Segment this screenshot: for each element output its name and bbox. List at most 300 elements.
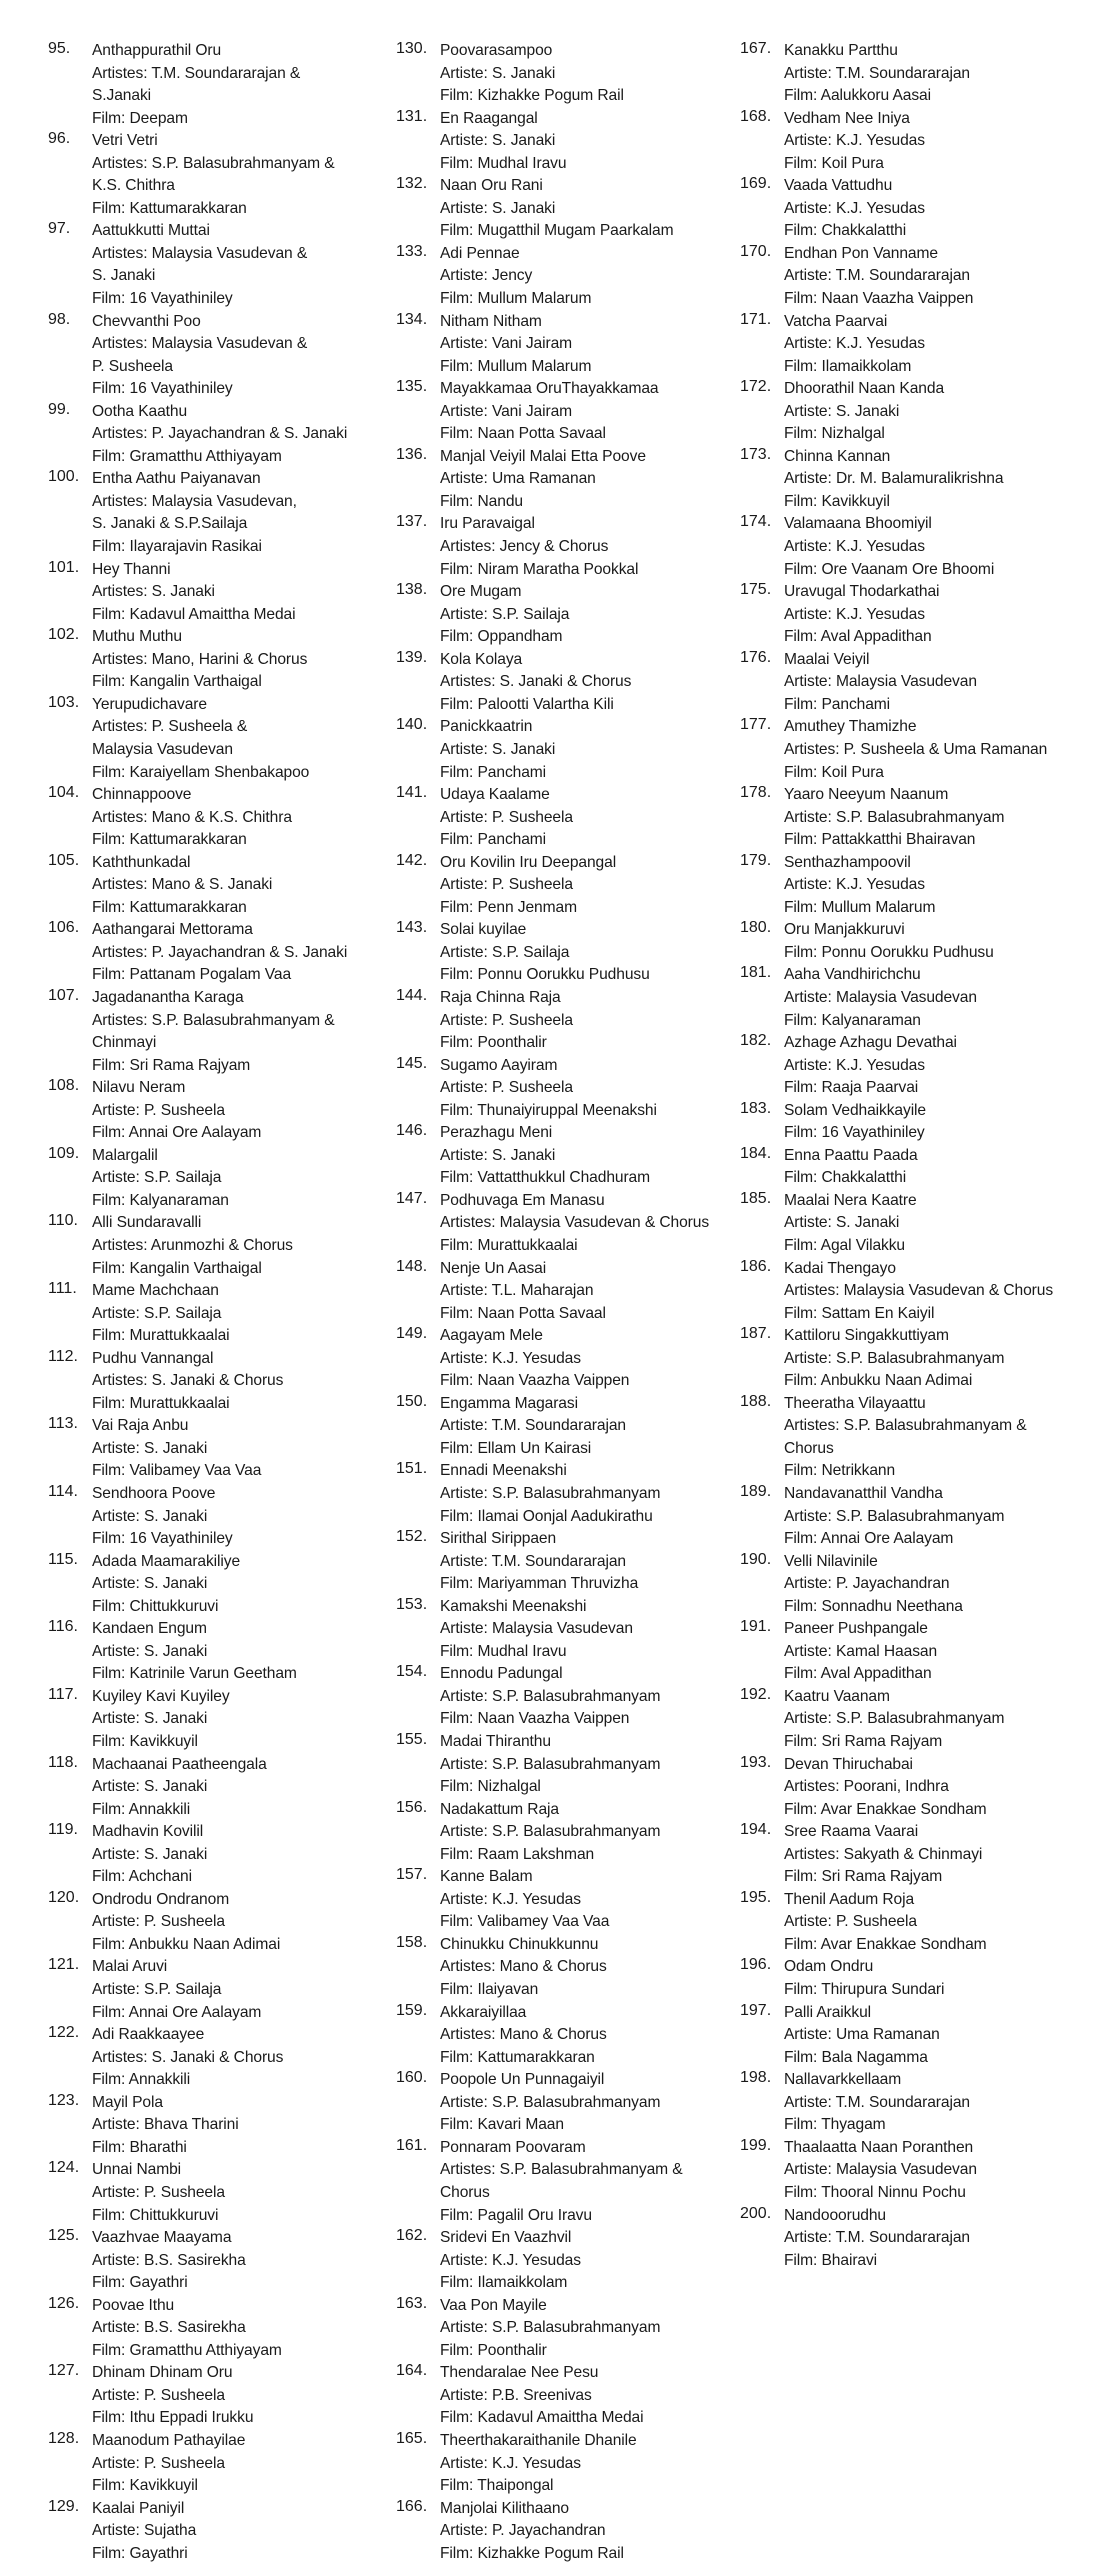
song-title: Yerupudichavare xyxy=(92,695,207,713)
song-entry xyxy=(740,446,1080,514)
song-film: Film: Raam Lakshman xyxy=(440,1845,595,1863)
song-title: Akkaraiyillaa xyxy=(440,2003,527,2021)
song-number: 105. xyxy=(48,851,80,869)
song-artists: Artiste: Malaysia Vasudevan xyxy=(440,1620,633,1638)
song-artists: Artistes: P. Susheela & Uma Ramanan xyxy=(784,740,1048,758)
song-entry xyxy=(396,1934,736,2002)
song-entry xyxy=(740,513,1080,581)
song-artists: Artiste: P.B. Sreenivas xyxy=(440,2386,592,2404)
song-film: Film: Gramatthu Atthiyayam xyxy=(92,447,282,465)
song-number: 125. xyxy=(48,2227,80,2245)
song-entry xyxy=(740,964,1080,1032)
song-title: Muthu Muthu xyxy=(92,628,182,646)
song-title: Kattiloru Singakkuttiyam xyxy=(784,1327,949,1345)
song-title: Poopole Un Punnagaiyil xyxy=(440,2071,605,2089)
song-artists: Artiste: K.J. Yesudas xyxy=(784,335,925,353)
song-entry xyxy=(740,1325,1080,1393)
song-film: Film: Gayathri xyxy=(92,2544,188,2562)
song-entry xyxy=(740,1145,1080,1190)
song-entry xyxy=(740,243,1080,311)
song-number: 111. xyxy=(48,1280,77,1298)
song-film: Film: Ilamaikkolam xyxy=(440,2274,568,2292)
song-number: 175. xyxy=(740,581,772,599)
song-entry xyxy=(396,2295,736,2363)
song-title: Ennodu Padungal xyxy=(440,1665,563,1683)
song-number: 191. xyxy=(740,1618,772,1636)
song-title: Aattukkutti Muttai xyxy=(92,222,210,240)
song-artists-continued: Chorus xyxy=(440,2183,490,2201)
song-number: 173. xyxy=(740,445,772,463)
song-artists: Artiste: S.P. Sailaja xyxy=(440,605,570,623)
song-film: Film: Kavari Maan xyxy=(440,2116,564,2134)
song-title: Oru Manjakkuruvi xyxy=(784,921,905,939)
song-artists: Artistes: S.P. Balasubrahmanyam & xyxy=(92,1011,335,1029)
song-entry xyxy=(48,1077,388,1145)
song-title: Naan Oru Rani xyxy=(440,177,543,195)
song-entry xyxy=(396,446,736,514)
song-title: Ore Mugam xyxy=(440,583,522,601)
song-artists: Artiste: Jency xyxy=(440,267,533,285)
song-number: 136. xyxy=(396,445,428,463)
song-entry xyxy=(740,852,1080,920)
song-film: Film: Sri Rama Rajyam xyxy=(784,1868,943,1886)
song-artists: Artiste: Malaysia Vasudevan xyxy=(784,673,977,691)
song-entry xyxy=(396,40,736,108)
song-entry xyxy=(740,1258,1080,1326)
song-number: 140. xyxy=(396,716,428,734)
song-number: 131. xyxy=(396,107,428,125)
song-title: Anthappurathil Oru xyxy=(92,42,222,59)
song-title: Nandooorudhu xyxy=(784,2206,886,2224)
song-entry xyxy=(740,1889,1080,1957)
song-title: Vedham Nee Iniya xyxy=(784,109,910,127)
song-title: Valamaana Bhoomiyil xyxy=(784,515,932,533)
song-number: 147. xyxy=(396,1189,428,1207)
song-entry xyxy=(396,2227,736,2295)
song-title: Solam Vedhaikkayile xyxy=(784,1101,926,1119)
song-number: 151. xyxy=(396,1460,428,1478)
song-artists-continued: Malaysia Vasudevan xyxy=(92,740,233,758)
song-film: Film: Palootti Valartha Kili xyxy=(440,695,614,713)
song-entry xyxy=(740,378,1080,446)
song-title: Palli Araikkul xyxy=(784,2003,871,2021)
song-title: Kadai Thengayo xyxy=(784,1259,896,1277)
song-film: Film: Mullum Malarum xyxy=(784,898,936,916)
song-number: 117. xyxy=(48,1685,78,1703)
song-title: Kuyiley Kavi Kuyiley xyxy=(92,1687,230,1705)
song-film: Film: Koil Pura xyxy=(784,154,884,172)
song-entry xyxy=(396,1122,736,1190)
song-film: Film: Bhairavi xyxy=(784,2251,878,2269)
song-number: 135. xyxy=(396,378,428,396)
song-number: 172. xyxy=(740,378,772,396)
song-entry xyxy=(396,311,736,379)
song-entry xyxy=(740,1956,1080,2001)
song-artists: Artiste: S.P. Balasubrahmanyam xyxy=(784,808,1005,826)
song-title: Nitham Nitham xyxy=(440,312,542,330)
song-entry xyxy=(740,175,1080,243)
song-entry xyxy=(396,1393,736,1461)
song-film: Film: Thooral Ninnu Pochu xyxy=(784,2183,966,2201)
song-artists: Artiste: S. Janaki xyxy=(92,1845,208,1863)
song-artists: Artiste: Bhava Tharini xyxy=(92,2116,239,2134)
song-artists: Artistes: S. Janaki & Chorus xyxy=(440,673,632,691)
song-artists: Artistes: S. Janaki xyxy=(92,583,215,601)
song-artists: Artiste: P. Susheela xyxy=(92,2183,225,2201)
song-artists: Artiste: K.J. Yesudas xyxy=(784,605,925,623)
song-title: Nenje Un Aasai xyxy=(440,1259,547,1277)
song-artists: Artiste: Vani Jairam xyxy=(440,402,573,420)
song-entry xyxy=(740,1393,1080,1483)
song-entry xyxy=(48,1348,388,1416)
song-film: Film: Niram Maratha Pookkal xyxy=(440,560,639,578)
song-film: Film: Thyagam xyxy=(784,2116,886,2134)
song-number: 159. xyxy=(396,2001,428,2019)
song-entry xyxy=(48,987,388,1077)
song-number: 160. xyxy=(396,2069,428,2087)
song-number: 169. xyxy=(740,175,772,193)
song-title: Thaalaatta Naan Poranthen xyxy=(784,2138,974,2156)
song-number: 120. xyxy=(48,1888,80,1906)
song-artists: Artistes: Malaysia Vasudevan & xyxy=(92,335,308,353)
song-entry xyxy=(740,2002,1080,2070)
song-title: Ootha Kaathu xyxy=(92,402,188,420)
song-title: Mayil Pola xyxy=(92,2093,163,2111)
song-title: Adi Raakkaayee xyxy=(92,2026,205,2044)
song-title: Uravugal Thodarkathai xyxy=(784,583,940,601)
song-entry xyxy=(396,1596,736,1664)
song-artists: Artistes: Mano & Chorus xyxy=(440,2026,607,2044)
song-number: 143. xyxy=(396,919,428,937)
song-number: 185. xyxy=(740,1189,772,1207)
song-title: Madhavin Kovilil xyxy=(92,1823,204,1841)
song-artists: Artiste: K.J. Yesudas xyxy=(440,2454,581,2472)
song-column-1 xyxy=(48,40,388,2565)
song-number: 162. xyxy=(396,2227,428,2245)
song-title: Kanakku Partthu xyxy=(784,42,898,59)
song-number: 124. xyxy=(48,2159,80,2177)
song-number: 149. xyxy=(396,1325,428,1343)
song-film: Film: Deepam xyxy=(92,109,188,127)
song-entry xyxy=(396,581,736,649)
song-number: 165. xyxy=(396,2429,428,2447)
song-entry xyxy=(740,1686,1080,1754)
song-number: 123. xyxy=(48,2091,80,2109)
song-film: Film: Pagalil Oru Iravu xyxy=(440,2206,592,2224)
song-entry xyxy=(396,378,736,446)
song-artists: Artiste: P. Susheela xyxy=(440,876,573,894)
song-artists: Artistes: S.P. Balasubrahmanyam & xyxy=(440,2161,683,2179)
song-artists: Artiste: P. Susheela xyxy=(92,1101,225,1119)
song-film: Film: Avar Enakkae Sondham xyxy=(784,1800,987,1818)
song-number: 101. xyxy=(48,558,80,576)
song-artists: Artistes: Mano, Harini & Chorus xyxy=(92,650,308,668)
song-film: Film: Murattukkaalai xyxy=(440,1236,578,1254)
song-title: Aathangarai Mettorama xyxy=(92,921,253,939)
song-entry xyxy=(740,1100,1080,1145)
song-number: 121. xyxy=(48,1956,80,1974)
song-title: Maalai Nera Kaatre xyxy=(784,1191,917,1209)
song-title: Sirithal Sirippaen xyxy=(440,1530,557,1548)
song-artists: Artiste: K.J. Yesudas xyxy=(784,132,925,150)
song-number: 132. xyxy=(396,175,428,193)
song-artists: Artiste: T.M. Soundararajan xyxy=(784,2093,970,2111)
song-entry xyxy=(396,1190,736,1258)
song-entry xyxy=(48,1280,388,1348)
song-film: Film: Kangalin Varthaigal xyxy=(92,1259,262,1277)
song-number: 180. xyxy=(740,919,772,937)
song-number: 104. xyxy=(48,784,80,802)
song-film: Film: Chittukkuruvi xyxy=(92,1597,219,1615)
song-film: Film: 16 Vayathiniley xyxy=(92,290,233,308)
song-entry xyxy=(48,626,388,694)
song-entry xyxy=(396,919,736,987)
song-artists: Artiste: S. Janaki xyxy=(440,199,556,217)
song-title: Podhuvaga Em Manasu xyxy=(440,1191,605,1209)
song-artists: Artiste: P. Jayachandran xyxy=(784,1575,950,1593)
song-number: 108. xyxy=(48,1077,80,1095)
song-title: Nallavarkkellaam xyxy=(784,2071,902,2089)
song-title: Kandaen Engum xyxy=(92,1620,207,1638)
song-artists-continued: S.Janaki xyxy=(92,87,152,105)
song-artists: Artistes: P. Jayachandran & S. Janaki xyxy=(92,943,348,961)
song-title: Devan Thiruchabai xyxy=(784,1755,913,1773)
song-artists: Artiste: S.P. Balasubrahmanyam xyxy=(784,1710,1005,1728)
song-film: Film: Bharathi xyxy=(92,2138,187,2156)
song-artists: Artistes: S.P. Balasubrahmanyam & xyxy=(92,154,335,172)
song-number: 190. xyxy=(740,1550,772,1568)
song-number: 141. xyxy=(396,784,428,802)
song-title: Engamma Magarasi xyxy=(440,1394,578,1412)
song-entry xyxy=(396,1663,736,1731)
song-film: Film: Netrikkann xyxy=(784,1462,896,1480)
song-number: 139. xyxy=(396,648,428,666)
song-title: Thenil Aadum Roja xyxy=(784,1890,915,1908)
song-number: 170. xyxy=(740,242,772,260)
song-title: Chinukku Chinukkunnu xyxy=(440,1935,599,1953)
song-film: Film: Ore Vaanam Ore Bhoomi xyxy=(784,560,995,578)
song-entry xyxy=(48,2295,388,2363)
song-artists: Artiste: Sujatha xyxy=(92,2522,197,2540)
song-title: Chevvanthi Poo xyxy=(92,312,201,330)
song-title: Madai Thiranthu xyxy=(440,1733,551,1751)
song-entry xyxy=(48,2362,388,2430)
song-title: Paneer Pushpangale xyxy=(784,1620,928,1638)
song-film: Film: Kizhakke Pogum Rail xyxy=(440,87,624,105)
song-number: 142. xyxy=(396,851,428,869)
song-number: 164. xyxy=(396,2362,428,2380)
song-film: Film: Sri Rama Rajyam xyxy=(784,1733,943,1751)
song-entry xyxy=(396,1866,736,1934)
song-film: Film: Sri Rama Rajyam xyxy=(92,1056,251,1074)
song-entry xyxy=(740,784,1080,852)
song-number: 195. xyxy=(740,1888,772,1906)
song-number: 168. xyxy=(740,107,772,125)
song-artists: Artiste: T.M. Soundararajan xyxy=(440,1552,626,1570)
song-number: 152. xyxy=(396,1528,428,1546)
song-film: Film: Kangalin Varthaigal xyxy=(92,673,262,691)
song-title: Manjal Veiyil Malai Etta Poove xyxy=(440,447,646,465)
song-film: Film: Pattakkatthi Bhairavan xyxy=(784,831,976,849)
song-film: Film: Mudhal Iravu xyxy=(440,1642,567,1660)
song-number: 127. xyxy=(48,2362,80,2380)
song-number: 194. xyxy=(740,1821,772,1839)
song-film: Film: Anbukku Naan Adimai xyxy=(784,1372,973,1390)
song-entry xyxy=(48,694,388,784)
song-film: Film: Karaiyellam Shenbakapoo xyxy=(92,763,310,781)
song-entry xyxy=(48,1212,388,1280)
song-film: Film: Naan Vaazha Vaippen xyxy=(440,1710,630,1728)
song-title: Kamakshi Meenakshi xyxy=(440,1597,587,1615)
song-number: 99. xyxy=(48,400,71,418)
song-title: Manjolai Kilithaano xyxy=(440,2499,569,2517)
song-artists: Artiste: S. Janaki xyxy=(92,1778,208,1796)
song-artists: Artiste: K.J. Yesudas xyxy=(440,1890,581,1908)
song-number: 153. xyxy=(396,1595,428,1613)
song-film: Film: Koil Pura xyxy=(784,763,884,781)
song-film: Film: Nizhalgal xyxy=(440,1778,541,1796)
song-film: Film: Agal Vilakku xyxy=(784,1236,905,1254)
song-number: 114. xyxy=(48,1483,78,1500)
song-entry xyxy=(740,2137,1080,2205)
song-film: Film: Ponnu Oorukku Pudhusu xyxy=(784,943,994,961)
song-artists: Artiste: Dr. M. Balamuralikrishna xyxy=(784,470,1004,488)
song-title: Udaya Kaalame xyxy=(440,786,550,804)
song-film: Film: Kalyanaraman xyxy=(92,1191,229,1209)
song-artists: Artiste: K.J. Yesudas xyxy=(784,1056,925,1074)
song-artists: Artiste: Malaysia Vasudevan xyxy=(784,988,977,1006)
song-entry xyxy=(48,852,388,920)
song-number: 134. xyxy=(396,310,428,328)
song-artists: Artiste: S.P. Balasubrahmanyam xyxy=(440,2093,661,2111)
song-entry xyxy=(48,130,388,220)
song-film: Film: Kavikkuyil xyxy=(92,2477,198,2495)
song-number: 179. xyxy=(740,851,772,869)
song-title: Vaada Vattudhu xyxy=(784,177,893,195)
song-film: Film: Valibamey Vaa Vaa xyxy=(92,1462,262,1480)
song-title: Kaththunkadal xyxy=(92,853,191,871)
song-title: Dhinam Dhinam Oru xyxy=(92,2364,233,2382)
song-film: Film: Chakkalatthi xyxy=(784,1169,907,1187)
song-entry xyxy=(740,1821,1080,1889)
song-title: Nadakattum Raja xyxy=(440,1800,559,1818)
song-title: Raja Chinna Raja xyxy=(440,988,561,1006)
song-film: Film: Mullum Malarum xyxy=(440,290,592,308)
song-title: Thendaralae Nee Pesu xyxy=(440,2364,599,2382)
song-artists: Artiste: T.M. Soundararajan xyxy=(784,267,970,285)
song-title: Ondrodu Ondranom xyxy=(92,1890,230,1908)
song-entry xyxy=(740,1032,1080,1100)
song-film: Film: Ilamai Oonjal Aadukirathu xyxy=(440,1507,653,1525)
song-entry xyxy=(396,1731,736,1799)
song-film: Film: Murattukkaalai xyxy=(92,1327,230,1345)
song-title: Senthazhampoovil xyxy=(784,853,911,871)
song-film: Film: Ilayarajavin Rasikai xyxy=(92,538,262,556)
song-film: Film: Bala Nagamma xyxy=(784,2048,928,2066)
song-number: 100. xyxy=(48,468,80,486)
song-film: Film: Kalyanaraman xyxy=(784,1011,921,1029)
song-film: Film: Katrinile Varun Geetham xyxy=(92,1665,297,1683)
song-entry xyxy=(48,40,388,130)
song-entry xyxy=(396,243,736,311)
song-entry xyxy=(396,2430,736,2498)
song-artists: Artistes: Arunmozhi & Chorus xyxy=(92,1236,293,1254)
song-title: Sugamo Aayiram xyxy=(440,1056,558,1074)
song-title: Maanodum Pathayilae xyxy=(92,2431,246,2449)
song-film: Film: Nizhalgal xyxy=(784,425,885,443)
song-film: Film: Annai Ore Aalayam xyxy=(784,1530,954,1548)
song-entry xyxy=(740,1483,1080,1551)
song-number: 192. xyxy=(740,1685,772,1703)
song-film: Film: Kattumarakkaran xyxy=(92,831,247,849)
song-film: Film: Kavikkuyil xyxy=(784,492,890,510)
song-artists: Artiste: B.S. Sasirekha xyxy=(92,2319,246,2337)
song-number: 188. xyxy=(740,1392,772,1410)
song-artists: Artistes: T.M. Soundararajan & xyxy=(92,64,301,82)
song-entry xyxy=(48,1618,388,1686)
song-number: 115. xyxy=(48,1550,78,1568)
song-film: Film: Naan Potta Savaal xyxy=(440,425,606,443)
song-artists: Artiste: S. Janaki xyxy=(92,1575,208,1593)
song-title: Mame Machchaan xyxy=(92,1282,219,1300)
song-number: 133. xyxy=(396,242,428,260)
song-title: Kanne Balam xyxy=(440,1868,533,1886)
song-number: 107. xyxy=(48,986,80,1004)
song-artists: Artiste: S.P. Sailaja xyxy=(92,1169,222,1187)
song-film: Film: Naan Vaazha Vaippen xyxy=(784,290,974,308)
song-film: Film: Annai Ore Aalayam xyxy=(92,1124,262,1142)
song-artists: Artiste: P. Susheela xyxy=(440,808,573,826)
song-title: Amuthey Thamizhe xyxy=(784,718,917,736)
song-artists: Artiste: K.J. Yesudas xyxy=(440,2251,581,2269)
song-title: Vatcha Paarvai xyxy=(784,312,888,330)
song-artists: Artiste: P. Susheela xyxy=(92,2386,225,2404)
song-film: Film: Naan Vaazha Vaippen xyxy=(440,1372,630,1390)
song-film: Film: Gramatthu Atthiyayam xyxy=(92,2341,282,2359)
song-number: 97. xyxy=(48,220,71,238)
song-entry xyxy=(48,784,388,852)
song-title: Adi Pennae xyxy=(440,244,520,262)
song-number: 155. xyxy=(396,1731,428,1749)
song-number: 106. xyxy=(48,919,80,937)
song-film: Film: Aval Appadithan xyxy=(784,1665,932,1683)
song-entry xyxy=(740,1551,1080,1619)
song-title: Chinnappoove xyxy=(92,786,192,804)
song-film: Film: Avar Enakkae Sondham xyxy=(784,1935,987,1953)
song-entry xyxy=(48,1889,388,1957)
song-film: Film: Annakkili xyxy=(92,2071,191,2089)
song-column-2 xyxy=(396,40,736,2565)
song-artists: Artiste: Uma Ramanan xyxy=(440,470,596,488)
song-entry xyxy=(740,311,1080,379)
song-entry xyxy=(396,108,736,176)
song-entry xyxy=(740,1190,1080,1258)
song-artists-continued: Chinmayi xyxy=(92,1034,157,1052)
song-number: 129. xyxy=(48,2497,80,2515)
song-artists: Artistes: Jency & Chorus xyxy=(440,538,609,556)
song-entry xyxy=(740,1618,1080,1686)
song-number: 118. xyxy=(48,1753,78,1771)
song-film: Film: Thirupura Sundari xyxy=(784,1981,945,1999)
song-entry xyxy=(396,2137,736,2227)
song-title: Vai Raja Anbu xyxy=(92,1417,189,1435)
song-title: En Raagangal xyxy=(440,109,538,127)
song-entry xyxy=(740,2205,1080,2273)
song-film: Film: Aalukkoru Aasai xyxy=(784,87,931,105)
song-film: Film: Valibamey Vaa Vaa xyxy=(440,1913,610,1931)
song-title: Dhoorathil Naan Kanda xyxy=(784,380,945,398)
song-entry xyxy=(396,175,736,243)
